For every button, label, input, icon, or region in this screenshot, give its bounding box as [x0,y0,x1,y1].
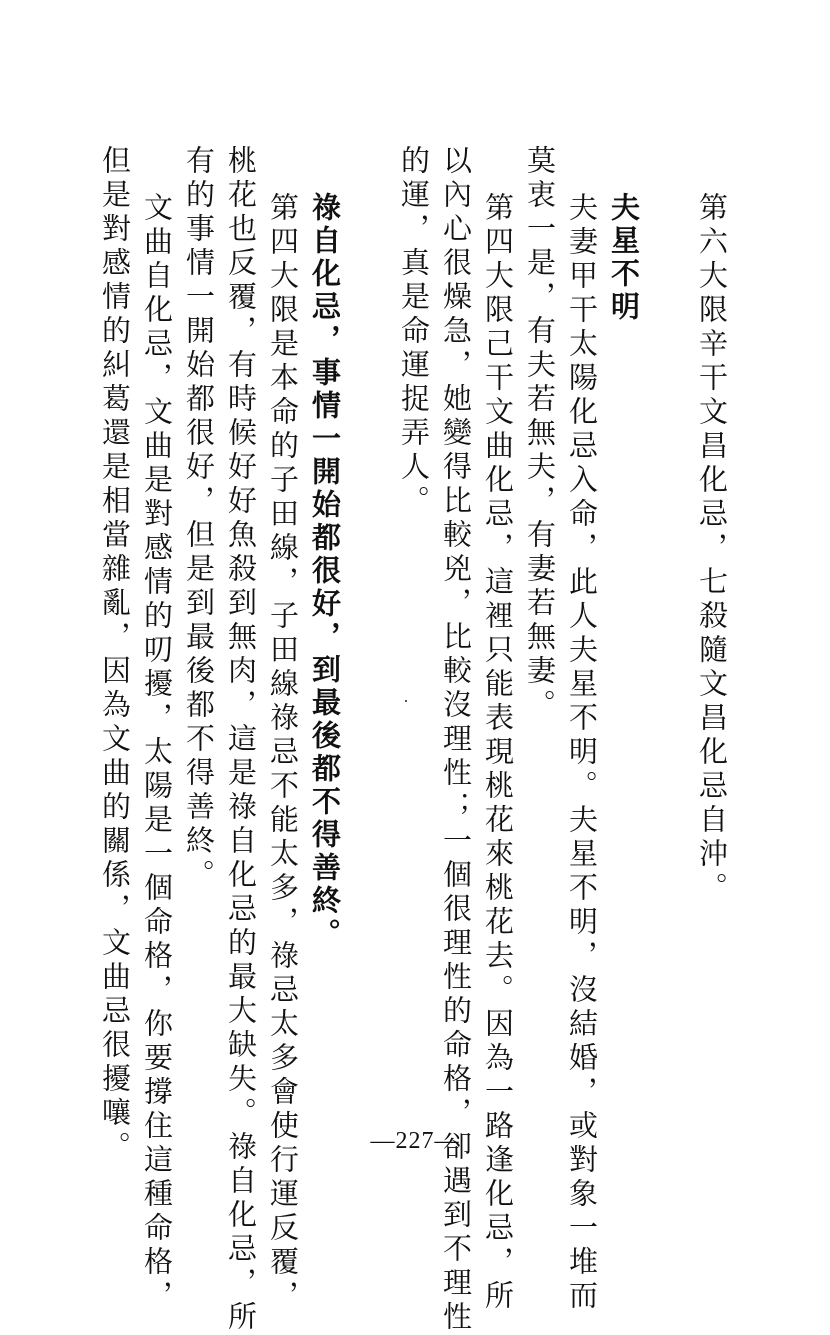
page-number: —227— [370,1128,460,1154]
text-column-6: 以內心很燥急，她變得比較兇，比較沒理性；一個很理性的命格，卻遇到不理性 [439,145,473,1335]
section-heading-2: 祿自化忌，事情一開始都很好，到最後都不得善終。 [308,192,342,951]
text-column-7: 的運，真是命運捉弄人。 [397,145,431,519]
ink-speck [405,700,407,702]
section-heading-1: 夫星不明 [607,192,641,324]
text-column-5: 第四大限己干文曲化忌，這裡只能表現桃花來桃花去。因為一路逢化忌，所 [481,192,515,1314]
text-column-9: 第四大限是本命的子田線，子田線祿忌不能太多，祿忌太多會使行運反覆， [266,192,300,1314]
text-column-12: 文曲自化忌，文曲是對感情的叨擾，太陽是一個命格，你要撐住這種命格， [140,192,174,1314]
text-column-10: 桃花也反覆，有時候好好魚殺到無肉，這是祿自化忌的最大缺失。祿自化忌，所 [224,145,258,1335]
text-column-1: 第六大限辛干文昌化忌，七殺隨文昌化忌自沖。 [695,192,729,906]
text-column-4: 莫衷一是，有夫若無夫，有妻若無妻。 [523,145,557,723]
text-column-11: 有的事情一開始都很好，但是到最後都不得善終。 [182,145,216,893]
text-column-13: 但是對感情的糾葛還是相當雜亂，因為文曲的關係，文曲忌很擾嚷。 [98,145,132,1165]
text-column-3: 夫妻甲干太陽化忌入命，此人夫星不明。夫星不明，沒結婚，或對象一堆而 [565,192,599,1314]
